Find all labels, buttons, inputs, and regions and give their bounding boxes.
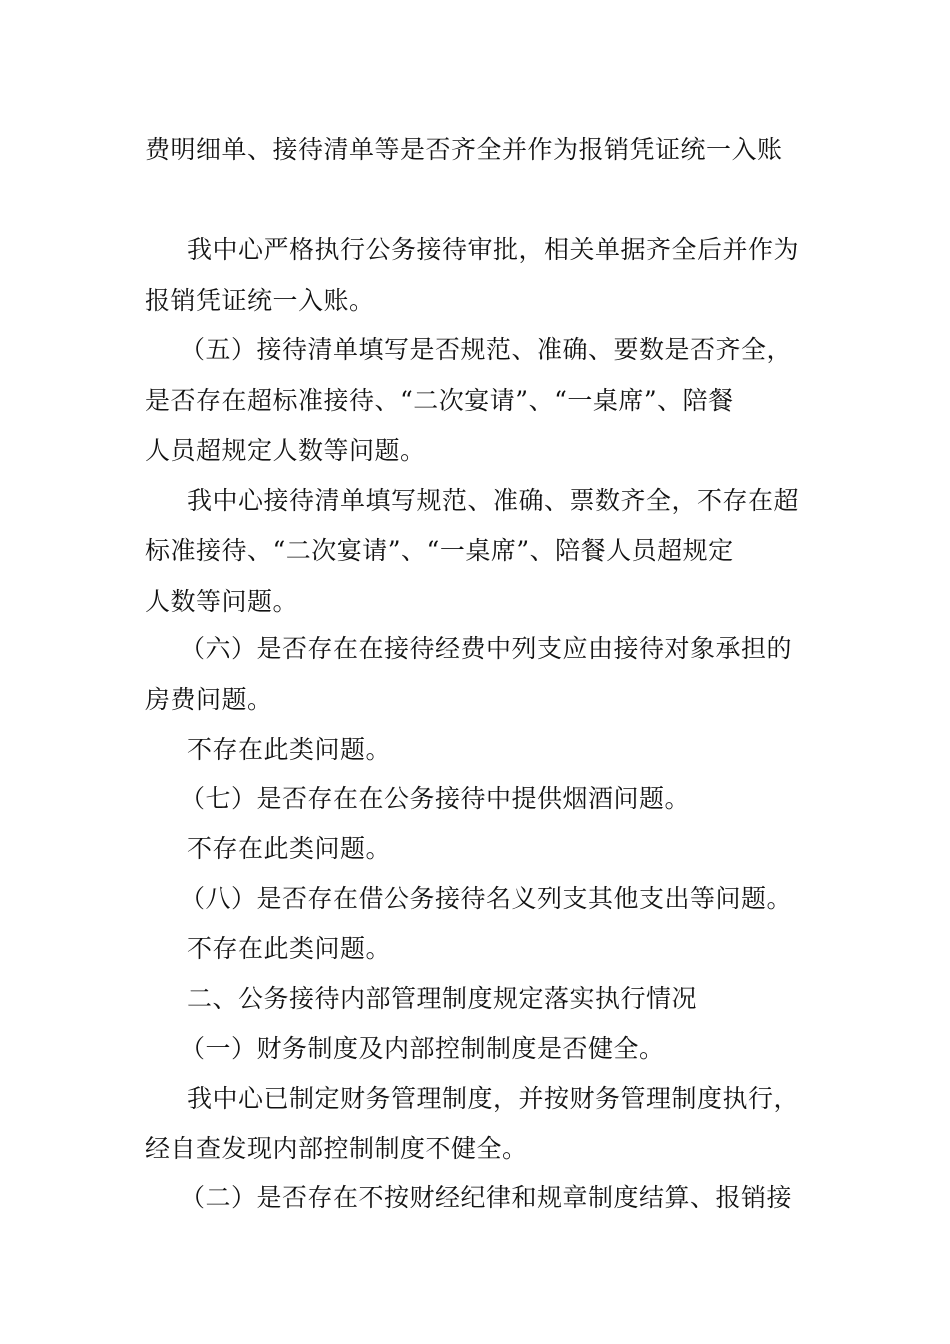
text-line: 我中心接待清单填写规范、准确、票数齐全，不存在超 [187, 486, 800, 515]
text-line: 费明细单、接待清单等是否齐全并作为报销凭证统一入账 [145, 135, 783, 164]
text-line: 我中心严格执行公务接待审批，相关单据齐全后并作为 [187, 235, 800, 264]
text-line: 不存在此类问题。 [187, 834, 392, 863]
text-line: 不存在此类问题。 [187, 735, 392, 764]
section-heading: （七）是否存在在公务接待中提供烟酒问题。 [180, 784, 691, 813]
text-line: 标准接待、“二次宴请”、“一桌席”、陪餐人员超规定 [145, 536, 734, 565]
section-title: 二、公务接待内部管理制度规定落实执行情况 [187, 984, 698, 1013]
text-line: 报销凭证统一入账。 [145, 286, 375, 315]
text-line: 经自查发现内部控制制度不健全。 [145, 1134, 528, 1163]
text-line: 我中心已制定财务管理制度，并按财务管理制度执行， [187, 1084, 800, 1113]
text-line: 不存在此类问题。 [187, 934, 392, 963]
section-heading: 房费问题。 [145, 685, 273, 714]
section-heading: （五）接待清单填写是否规范、准确、要数是否齐全， [180, 335, 793, 364]
section-heading: （八）是否存在借公务接待名义列支其他支出等问题。 [180, 884, 793, 913]
section-heading: （六）是否存在在接待经费中列支应由接待对象承担的 [180, 634, 793, 663]
section-heading: 是否存在超标准接待、“二次宴请”、“一桌席”、陪餐 [145, 386, 734, 415]
section-heading: 人员超规定人数等问题。 [145, 436, 426, 465]
text-line: 人数等问题。 [145, 587, 299, 616]
section-heading: （一）财务制度及内部控制制度是否健全。 [180, 1034, 665, 1063]
section-heading: （二）是否存在不按财经纪律和规章制度结算、报销接 [180, 1183, 793, 1212]
